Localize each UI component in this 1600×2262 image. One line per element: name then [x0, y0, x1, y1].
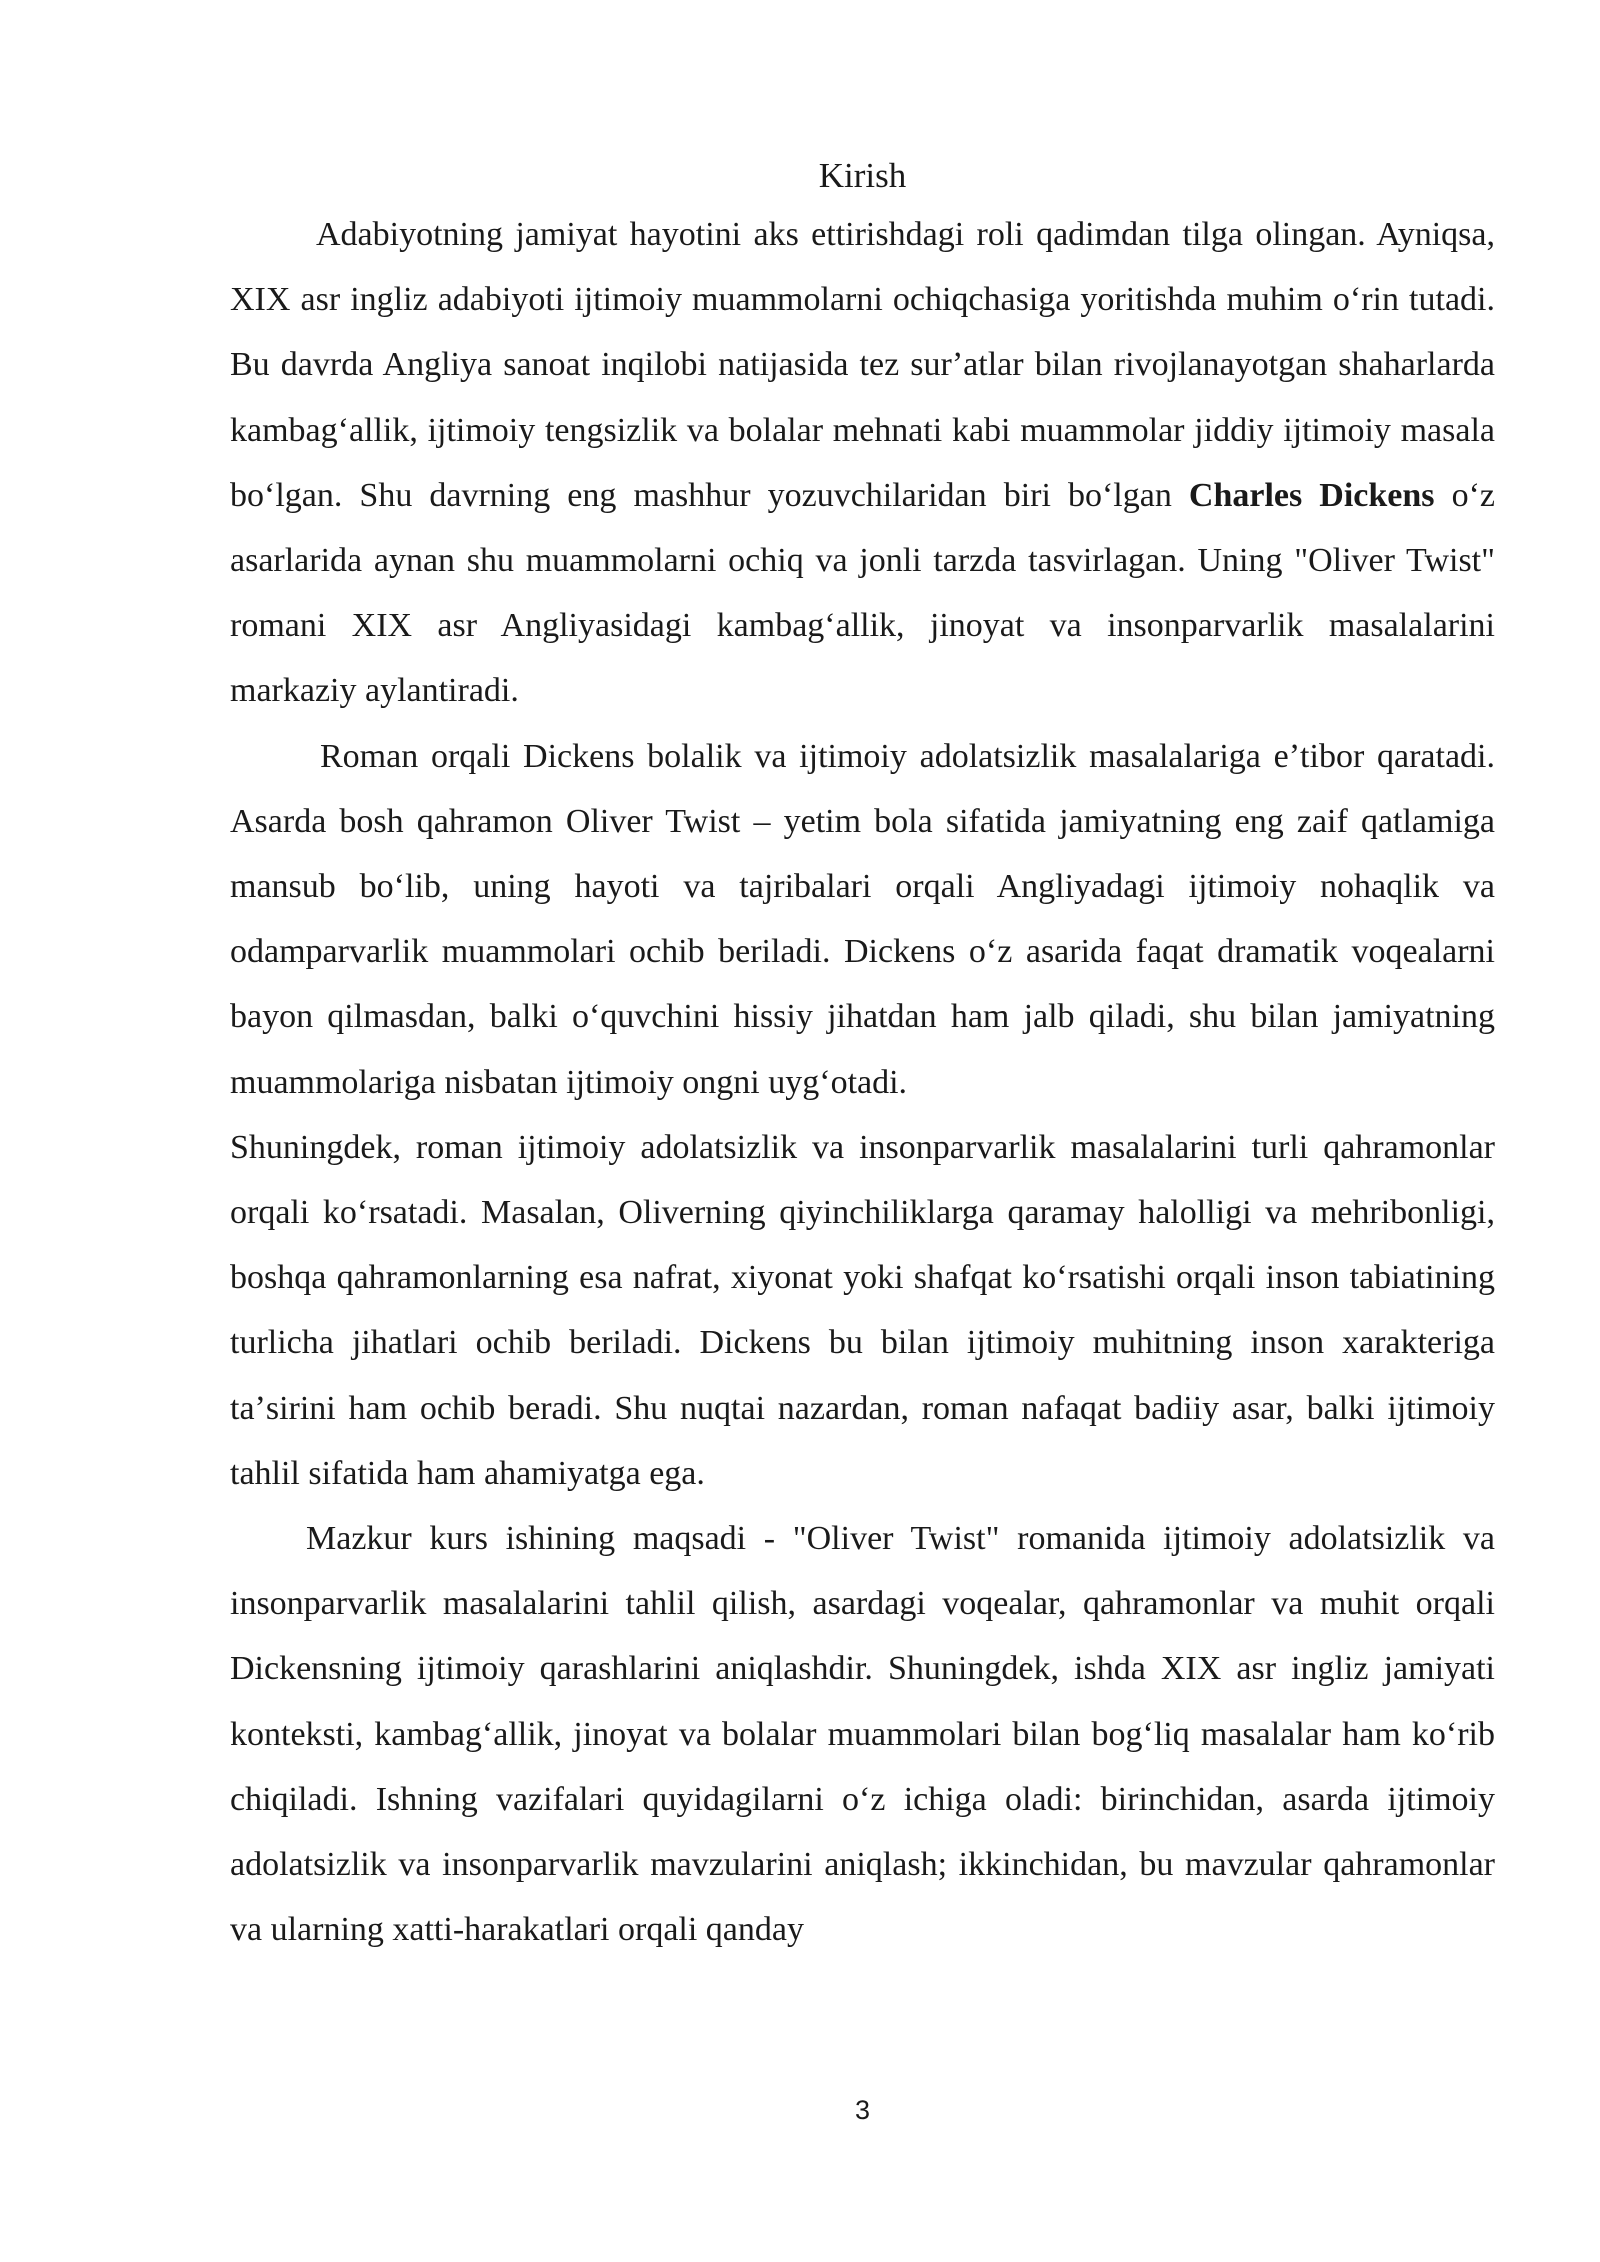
intro-paragraph-text-after: oʻz asarlarida aynan shu muammolarni ochiq va jonli tarzda tasvirlagan. Uning "Oliver Twist" romani XIX asr Angliyasidagi kambagʻallik, jinoyat va insonparvarlik masalalarini markaziy aylantiradi.: [230, 476, 1495, 710]
body-paragraph-4: Mazkur kurs ishining maqsadi - "Oliver Twist" romanida ijtimoiy adolatsizlik va insonparvarlik masalalarini tahlil qilish, asardagi voqealar, qahramonlar va muhit orqali Dickensning ijtimoiy qarashlarini aniqlashdir. Shuningdek, ishda XIX asr ingliz jamiyati konteksti, kambagʻallik, jinoyat va bolalar muammolari bilan bogʻliq masalalar ham koʻrib chiqiladi. Ishning vazifalari quyidagilarni oʻz ichiga oladi: birinchidan, asarda ijtimoiy adolatsizlik va insonparvarlik mavzularini aniqlash; ikkinchidan, bu mavzular qahramonlar va ularning xatti-harakatlari orqali qanday: [230, 1520, 1495, 1949]
intro-paragraph-text-before: Adabiyotning jamiyat hayotini aks ettirishdagi roli qadimdan tilga olingan. Ayniqsa, XIX asr ingliz adabiyoti ijtimoiy muammolarni ochiqchasiga yoritishda muhim oʻrin tutadi. Bu davrda Angliya sanoat inqilobi natijasida tez surʼatlar bilan rivojlanayotgan shaharlarda kambagʻallik, ijtimoiy tengsizlik va bolalar mehnati kabi muammolar jiddiy ijtimoiy masala boʻlgan. Shu davrning eng mashhur yozuvchilaridan biri boʻlgan: [230, 216, 1495, 514]
intro-paragraph: [230, 202, 1495, 724]
body-paragraph-3: Shuningdek, roman ijtimoiy adolatsizlik va insonparvarlik masalalarini turli qahramonlar orqali koʻrsatadi. Masalan, Oliverning qiyinchiliklarga qaramay halolligi va mehribonligi, boshqa qahramonlarning esa nafrat, xiyonat yoki shafqat koʻrsatishi orqali inson tabiatining turlicha jihatlari ochib beriladi. Dickens bu bilan ijtimoiy muhitning inson xarakteriga taʼsirini ham ochib beradi. Shu nuqtai nazardan, roman nafaqat badiiy asar, balki ijtimoiy tahlil sifatida ham ahamiyatga ega.: [230, 1128, 1495, 1492]
page-content: [230, 150, 1495, 1962]
page-number: 3: [854, 2095, 871, 2125]
body-paragraph-2: Roman orqali Dickens bolalik va ijtimoiy adolatsizlik masalalariga eʼtibor qaratadi. Asarda bosh qahramon Oliver Twist – yetim bola sifatida jamiyatning eng zaif qatlamiga mansub boʻlib, uning hayoti va tajribalari orqali Angliyadagi ijtimoiy nohaqlik va odamparvarlik muammolari ochib beriladi. Dickens oʻz asarida faqat dramatik voqealarni bayon qilmasdan, balki oʻquvchini hissiy jihatdan ham jalb qiladi, shu bilan jamiyatning muammolariga nisbatan ijtimoiy ongni uygʻotadi.: [230, 737, 1495, 1101]
section-title: Kirish: [818, 156, 907, 195]
author-name-bold: Charles Dickens: [1188, 476, 1435, 514]
